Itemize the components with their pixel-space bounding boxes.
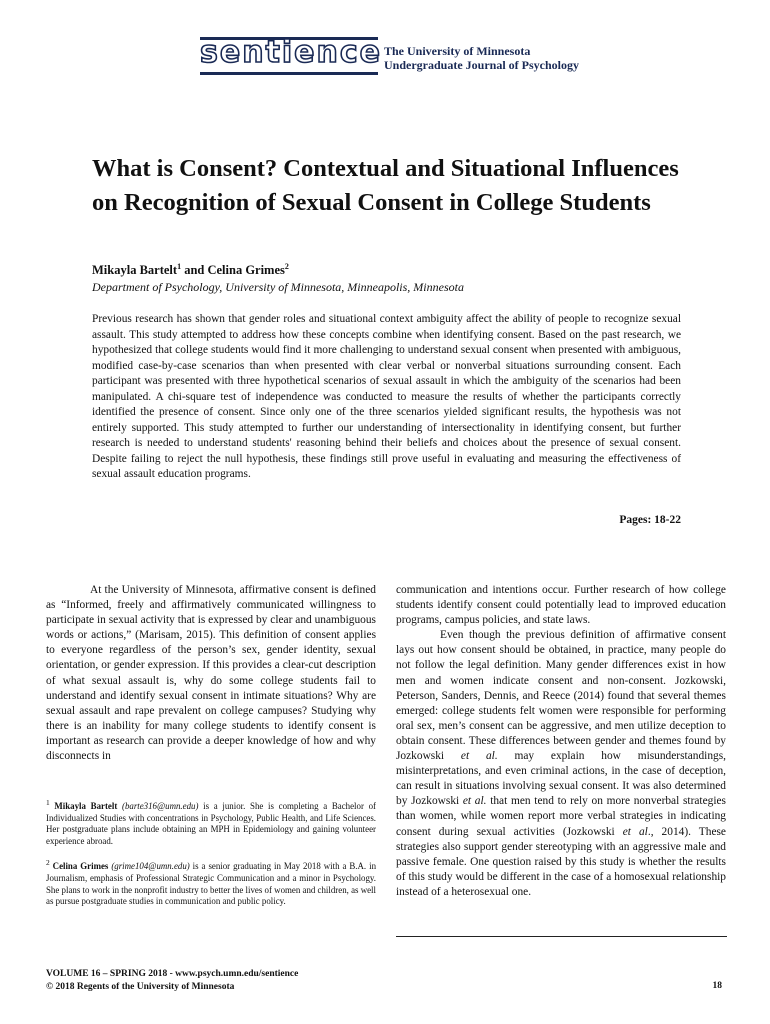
right-column	[396, 583, 726, 900]
journal-name: Undergraduate Journal of Psychology	[384, 58, 579, 72]
citation-etal: et al.	[460, 750, 498, 763]
footnote-text: is a senior graduating in May 2018 with a B.A. in Journalism, emphasis of Professional Strategic Communication and a minor in Psychology. She plans to work in the nonprofit industry to better the lives of women and children, as well as pursue postgraduate studies in communication and public policy.	[46, 861, 377, 907]
footnote-text: is a junior. She is completing a Bachelor of Individualized Studies with concentrations in Psychology, Public Health, and Life Sciences. Her postgraduate plans include obtaining an MPH in Epidemiology and gaining volunteer experience abroad.	[46, 800, 377, 846]
body-paragraph	[396, 628, 726, 900]
body-text-run: may explain how misunderstandings, misinterpretations, and even criminal actions, in the case of deception, can result in situations involving sexual consent. It was also determined by Jozkowski	[396, 750, 726, 808]
copyright: © 2018 Regents of the University of Minnesota	[46, 982, 235, 992]
page-number: 18	[712, 981, 722, 991]
author-line	[92, 262, 289, 278]
journal-logo	[200, 36, 580, 80]
volume-info: VOLUME 16 – SPRING 2018 - www.psych.umn.edu/sentience	[46, 969, 299, 979]
body-paragraph: At the University of Minnesota, affirmative consent is defined as “Informed, freely and affirmatively communicated willingness to participate in sexual activity that is expressed by clear and unambiguous words or actions,” (Marisam, 2015). This definition of consent applies to everyone regardless of the person’s sex, gender identity, sexual orientation, or gender expression. If this provides a clear-cut description of what sexual assault is, why do some college students fail to understand and identify sexual consent in intimate situations? Why are sexual assault and rape prevalent on college campuses? Studying why there is an inability for many college students to identify consent is important as research can provide a deeper knowledge of how and why disconnects in	[46, 584, 376, 763]
author-name: Celina Grimes	[207, 263, 285, 278]
body-paragraph: communication and intentions occur. Further research of how college students identify consent could potentially lead to improved education programs, campus policies, and state laws.	[396, 584, 726, 627]
footnote-mark: 1	[177, 262, 182, 271]
footnote	[46, 857, 376, 907]
journal-subtitle	[384, 44, 579, 72]
page-range: Pages: 18-22	[619, 514, 681, 526]
abstract: Previous research has shown that gender roles and situational context ambiguity affect the ability of people to recognize sexual assault. This study attempted to address how these concepts combine when identifying consent. Based on the past research, we hypothesized that college students would find it more challenging to understand sexual consent when presented with ambiguous, modified case-by-case scenarios than when presented with clear verbal or nonverbal situations surrounding consent. Each participant was presented with three hypothetical scenarios of sexual assault in which the ambiguity of the scenarios had been manipulated. A chi-square test of independence was conducted to measure the results of whether the participants correctly identified the presence of consent. Since only one of the three scenarios yielded significant results, the hypothesis was not entirely supported. This study attempted to further our understanding of intersectionality in identifying consent, but further research is needed to understand students' reasoning behind their beliefs and choices about the presence of sexual consent. Despite failing to reject the null hypothesis, these findings still prove useful in evaluating and measuring the effectiveness of sexual assault education programs.	[92, 313, 681, 480]
author-separator: and	[181, 263, 208, 278]
citation-etal: et al.	[462, 795, 487, 808]
footnote-name: Mikayla Bartelt	[54, 800, 118, 811]
column-end-rule	[396, 936, 727, 937]
footnote-mark: 2	[284, 262, 289, 271]
footnote-mark: 2	[46, 858, 50, 868]
footnote-email: (grime104@umn.edu)	[111, 861, 190, 872]
footnote-email: (barte316@umn.edu)	[121, 800, 199, 811]
body-text-run: that men tend to rely on more nonverbal strategies than women, while women report more verbal strategies in indicating consent during sexual activities (Jozkowski	[396, 795, 726, 838]
logo-rule	[200, 72, 378, 75]
page-footer	[46, 968, 298, 994]
logo-wordmark: sentience	[200, 35, 383, 70]
footnotes	[46, 797, 376, 918]
footnote-mark: 1	[46, 798, 50, 807]
author-name: Mikayla Bartelt	[92, 263, 178, 278]
footnote-name: Celina Grimes	[52, 861, 109, 872]
footnote	[46, 797, 376, 847]
body-text-run: ., 2014). These strategies also support gender stereotyping with an aggressive male and passive female. One question raised by this study is whether the results of this study would be different in the case of a homosexual relationship instead of a heterosexual one.	[396, 825, 726, 898]
left-column	[46, 583, 376, 764]
article-title: What is Consent? Contextual and Situational Influences on Recognition of Sexual Consent in College Students	[92, 155, 679, 216]
body-text-run: Even though the previous definition of affirmative consent lays out how consent should be obtained, in practice, many people do not follow the legal definition. Many gender differences exist in how men and women indicate consent and non-consent. Jozkowski, Peterson, Sanders, Dennis, and Reece (2014) found that several themes emerged: college students felt women were responsible for performing oral sex, men’s consent can be aggressive, and men utilize deception to obtain consent. These differences between gender and themes found by Jozkowski	[396, 629, 726, 763]
affiliation: Department of Psychology, University of Minnesota, Minneapolis, Minnesota	[92, 280, 464, 294]
university-name: The University of Minnesota	[384, 44, 531, 58]
citation-etal: et al	[622, 825, 648, 838]
